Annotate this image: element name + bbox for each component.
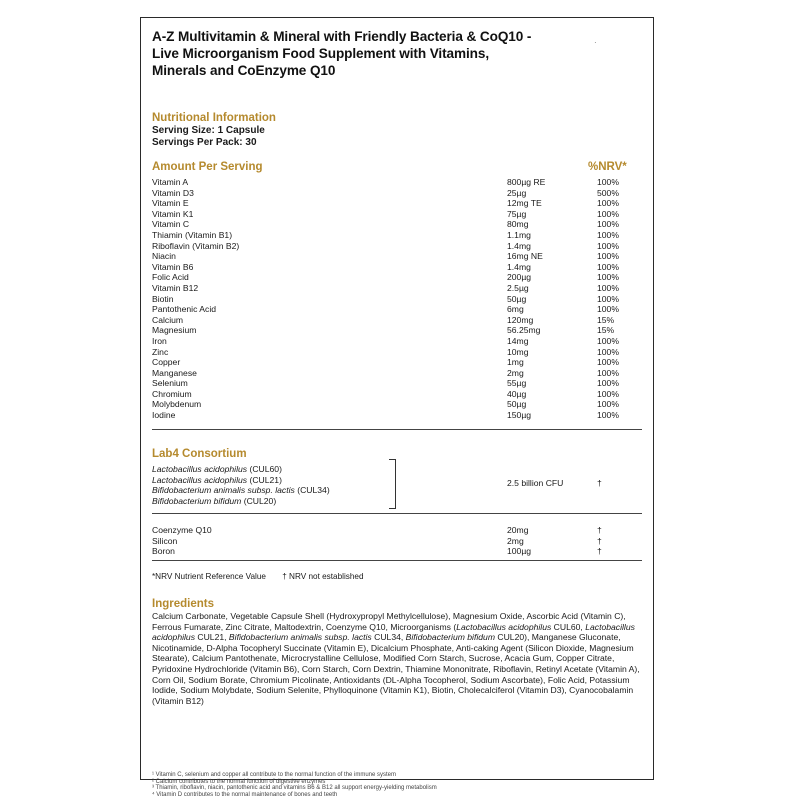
nutrient-nrv: † (597, 535, 602, 546)
nutrient-row (152, 251, 642, 262)
nutrient-row (152, 315, 642, 326)
strain-code: (CUL20) (243, 495, 277, 506)
title-line-3: Minerals and CoEnzyme Q10 (152, 63, 336, 78)
nutrient-nrv: 100% (597, 346, 619, 357)
nutrient-amount: 75µg (507, 208, 527, 219)
nutrient-amount: 6mg (507, 304, 524, 315)
nutrient-row (152, 399, 642, 410)
nutrition-header (152, 112, 276, 149)
footnote: ¹ Vitamin C, selenium and copper all contribute to the normal function of the immune system (152, 772, 397, 778)
nutrient-row (152, 368, 642, 379)
footnote: ² Calcium contributes to the normal function of digestive enzymes (152, 778, 326, 785)
divider (152, 429, 642, 430)
nutrient-row (152, 294, 642, 305)
nutrient-amount: 50µg (507, 293, 527, 304)
nutrient-name: Coenzyme Q10 (152, 525, 212, 535)
speck: · (594, 38, 597, 47)
nutrient-row (152, 378, 642, 389)
legend-nrv: *NRV Nutrient Reference Value (152, 572, 266, 581)
nutrient-nrv: 100% (597, 335, 619, 346)
nutrient-amount: 120mg (507, 314, 534, 325)
nutrient-amount: 14mg (507, 335, 529, 346)
legend-dagger: † NRV not established (282, 572, 364, 581)
nutrient-amount: 1.4mg (507, 240, 531, 251)
ingredient-strain: Lactobacillus acidophilus (152, 621, 635, 643)
strain-species: Bifidobacterium bifidum (152, 495, 242, 506)
nutrient-nrv: 100% (597, 272, 619, 283)
nutrient-amount: 40µg (507, 388, 527, 399)
nutrient-name: Thiamin (Vitamin B1) (152, 229, 233, 240)
other-nutrient-row (152, 536, 642, 547)
footnote: ⁴ Vitamin D contributes to the normal maintenance of bones and teeth (152, 791, 338, 798)
nutrient-row (152, 241, 642, 252)
nutrient-amount: 200µg (507, 272, 532, 283)
other-nutrient-row (152, 546, 642, 557)
nutrient-name: Vitamin B12 (152, 282, 199, 293)
strain-row (152, 485, 330, 496)
nutrient-amount: 800µg RE (507, 177, 546, 187)
nutrient-amount: 10mg (507, 346, 529, 357)
footnote: ³ Thiamin, riboflavin, niacin, pantothenic acid and vitamins B6 & B12 all support energy-yielding metabolism (152, 785, 437, 792)
nutrient-row (152, 389, 642, 400)
nutrient-name: Vitamin E (152, 198, 189, 209)
nutrient-amount: 80mg (507, 219, 529, 230)
strain-species: Bifidobacterium animalis subsp. lactis (152, 485, 295, 496)
nutrient-name: Iron (152, 335, 167, 346)
product-title (152, 28, 643, 79)
nutrient-row (152, 198, 642, 209)
servings-per-pack: Servings Per Pack: 30 (152, 137, 257, 148)
nutrient-name: Vitamin B6 (152, 261, 194, 272)
nutrient-name: Chromium (152, 388, 192, 399)
strain-code: (CUL21) (249, 474, 282, 485)
ingredient-text: CUL21, (195, 632, 229, 643)
ingredient-text: CUL20), Manganese Gluconate, Nicotinamide, D-Alpha Tocopheryl Succinate (Vitamin E), Dicalcium Phosphate, Anti-caking Agent (Silicon Dioxide, Magnesium Stearate), Calcium Pantothenate, Microcrystalline Cellulose, Modified Corn Starch, Sucrose, Acacia Gum, Copper Citrate, Pyridoxine Hydrochloride (Vitamin B6), Corn Starch, Corn Dextrin, Thiamine Mononitrate, Riboflavin, Retinyl Acetate (Vitamin A), Corn Oil, Sodium Borate, Chromium Picolinate, Antioxidants (DL-Alpha Tocopherol, Sodium Ascorbate), Folic Acid, Potassium Iodide, Sodium Molybdate, Sodium Selenite, Phylloquinone (Vitamin K1), Biotin, Cholecalciferol (Vitamin D3), Cyanocobalamin (Vitamin B12) (152, 632, 640, 706)
nutrient-amount: 25µg (507, 187, 527, 198)
ingredient-strain: Bifidobacterium bifidum (405, 632, 495, 643)
nutrient-name: Zinc (152, 346, 169, 357)
legend (152, 572, 364, 581)
nutrient-nrv: 100% (597, 388, 619, 399)
nutrient-name: Vitamin A (152, 177, 189, 187)
nutrient-name: Molybdenum (152, 399, 202, 410)
divider (152, 513, 642, 514)
nutrient-nrv: 100% (597, 367, 619, 378)
nutrient-name: Vitamin D3 (152, 187, 194, 198)
nutrient-row (152, 410, 642, 421)
nutrient-row (152, 336, 642, 347)
nutrient-name: Pantothenic Acid (152, 304, 217, 315)
nutrient-nrv: 100% (597, 229, 619, 240)
nutrient-name: Selenium (152, 378, 188, 389)
nutrient-nrv: 15% (597, 314, 615, 325)
divider (152, 560, 642, 561)
nutrient-name: Riboflavin (Vitamin B2) (152, 240, 240, 251)
nutrition-heading: Nutritional Information (152, 112, 276, 124)
strain-code: (CUL34) (297, 485, 330, 496)
nutrient-nrv: 100% (597, 378, 619, 389)
nutrient-name: Calcium (152, 314, 184, 325)
nutrient-amount: 1.1mg (507, 229, 531, 240)
nutrient-row (152, 219, 642, 230)
nutrient-amount: 2.5µg (507, 282, 529, 293)
nutrient-row (152, 347, 642, 358)
nutrient-name: Magnesium (152, 325, 197, 336)
bracket (389, 459, 396, 509)
nutrient-row (152, 262, 642, 273)
strain-species: Lactobacillus acidophilus (152, 474, 248, 485)
lab4-heading: Lab4 Consortium (152, 448, 247, 460)
title-line-1: A-Z Multivitamin & Mineral with Friendly Bacteria & CoQ10 - (152, 29, 532, 44)
nutrient-row (152, 325, 642, 336)
nutrient-amount: 56.25mg (507, 325, 541, 336)
nutrient-name: Folic Acid (152, 272, 189, 283)
nutrient-nrv: 500% (597, 187, 619, 198)
nutrient-row (152, 357, 642, 368)
label-content (152, 28, 643, 798)
nutrient-amount: 20mg (507, 525, 529, 535)
serving-size: Serving Size: 1 Capsule (152, 125, 265, 136)
nutrient-row (152, 209, 642, 220)
ingredient-strain: Bifidobacterium animalis subsp. lactis (228, 632, 372, 643)
ingredient-strain: Lactobacillus acidophilus (456, 621, 552, 632)
lab4-amount: 2.5 billion CFU (507, 478, 564, 488)
nutrient-nrv: 100% (597, 251, 619, 262)
nutrient-nrv: 100% (597, 293, 619, 304)
ingredient-text: CUL60, (551, 621, 586, 632)
nutrient-table (152, 177, 642, 421)
nutrient-row (152, 272, 642, 283)
other-nutrient-row (152, 525, 642, 536)
nutrient-nrv: 100% (597, 304, 619, 315)
nutrient-name: Vitamin K1 (152, 208, 194, 219)
nrv-heading: %NRV* (588, 161, 627, 173)
nutrient-nrv: † (597, 546, 602, 557)
nutrient-nrv: 100% (597, 177, 619, 187)
nutrient-nrv: 100% (597, 240, 619, 251)
nutrient-nrv: 100% (597, 198, 619, 209)
ingredients-heading: Ingredients (152, 598, 214, 610)
nutrient-amount: 100µg (507, 546, 532, 557)
nutrient-amount: 2mg (507, 367, 524, 378)
nutrient-name: Biotin (152, 293, 174, 304)
lab4-strain-list (152, 464, 330, 506)
nutrient-nrv: 100% (597, 219, 619, 230)
nutrient-nrv: 100% (597, 357, 619, 368)
nutrient-nrv: † (597, 525, 602, 535)
other-nutrients-table (152, 525, 642, 557)
nutrient-amount: 1.4mg (507, 261, 531, 272)
nutrient-amount: 55µg (507, 378, 527, 389)
nutrient-name: Manganese (152, 367, 197, 378)
nutrient-row (152, 283, 642, 294)
label-panel (140, 17, 654, 798)
nutrient-amount: 12mg TE (507, 198, 542, 209)
nutrient-row (152, 230, 642, 241)
amount-heading: Amount Per Serving (152, 161, 263, 173)
nutrient-name: Boron (152, 546, 175, 557)
lab4-nrv: † (597, 478, 602, 488)
strain-species: Lactobacillus acidophilus (152, 464, 248, 474)
nutrient-name: Niacin (152, 251, 176, 262)
nutrient-name: Iodine (152, 410, 176, 421)
nutrient-nrv: 100% (597, 208, 619, 219)
nutrient-name: Silicon (152, 535, 178, 546)
ingredients-text (152, 611, 644, 706)
strain-row (152, 475, 330, 486)
nutrient-nrv: 100% (597, 410, 619, 421)
ingredient-text: CUL34, (371, 632, 406, 643)
strain-row (152, 496, 330, 507)
footnotes (152, 772, 437, 798)
nutrient-nrv: 100% (597, 261, 619, 272)
nutrient-nrv: 100% (597, 282, 619, 293)
ingredient-text: Calcium Carbonate, Vegetable Capsule Shell (Hydroxypropyl Methylcellulose), Magnesium Oxide, Ascorbic Acid (Vitamin C), Ferrous Fumarate, Zinc Citrate, Maltodextrin, Coenzyme Q10, Microorganisms ( (152, 611, 626, 632)
nutrient-amount: 50µg (507, 399, 527, 410)
nutrient-amount: 150µg (507, 410, 532, 421)
strain-row (152, 464, 330, 475)
nutrient-amount: 16mg NE (507, 251, 543, 262)
nutrient-nrv: 100% (597, 399, 619, 410)
nutrient-nrv: 15% (597, 325, 615, 336)
nutrient-row (152, 188, 642, 199)
nutrient-row (152, 304, 642, 315)
nutrient-name: Copper (152, 357, 181, 368)
nutrient-row (152, 177, 642, 188)
nutrient-name: Vitamin C (152, 219, 190, 230)
nutrient-amount: 2mg (507, 535, 524, 546)
nutrient-amount: 1mg (507, 357, 524, 368)
strain-code: (CUL60) (249, 464, 282, 474)
title-line-2: Live Microorganism Food Supplement with Vitamins, (152, 46, 490, 61)
